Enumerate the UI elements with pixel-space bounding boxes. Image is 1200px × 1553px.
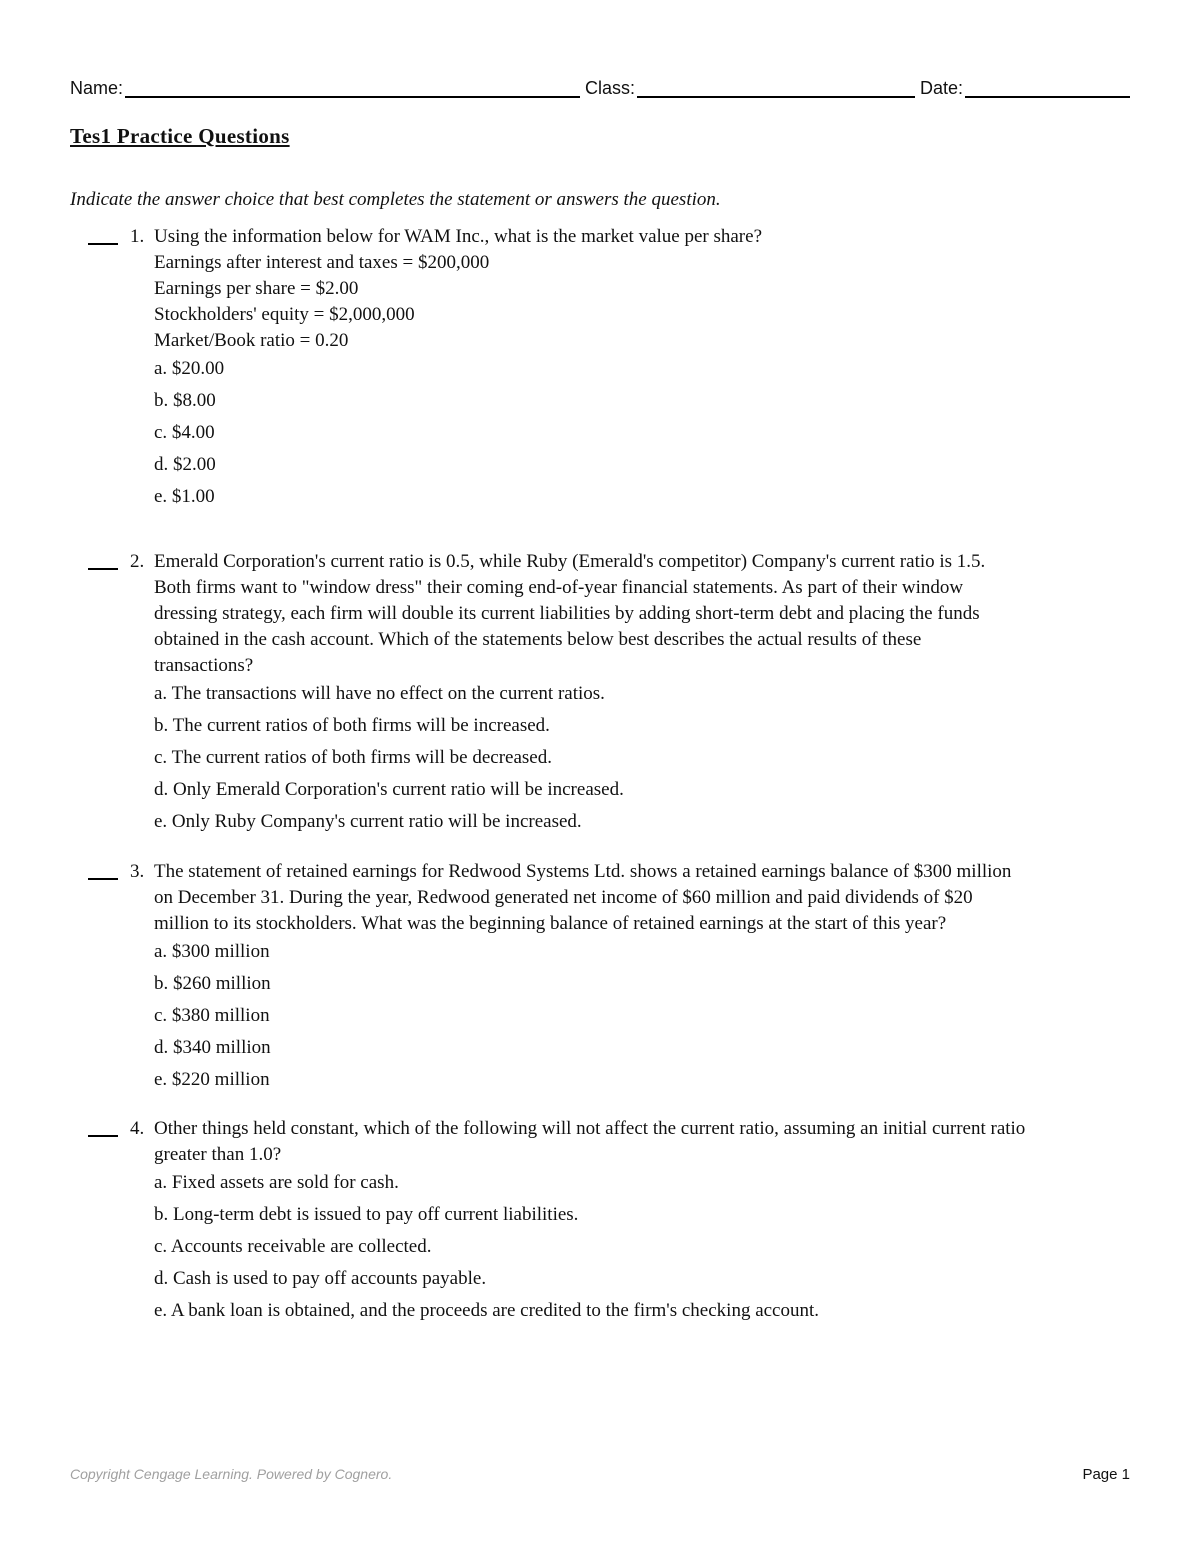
name-field[interactable] xyxy=(125,76,580,98)
answer-options xyxy=(154,681,1133,835)
answer-options xyxy=(154,1170,1133,1324)
option-c: c. $380 million xyxy=(154,1005,270,1026)
option-e: e. $1.00 xyxy=(154,486,215,507)
instructions: Indicate the answer choice that best completes the statement or answers the question. xyxy=(70,189,721,210)
question-number: 1. xyxy=(130,226,145,247)
option-e: e. $220 million xyxy=(154,1069,270,1090)
stem-line: Earnings after interest and taxes = $200,000 xyxy=(154,252,490,273)
option-a: a. The transactions will have no effect on the current ratios. xyxy=(154,683,605,704)
option-c: c. Accounts receivable are collected. xyxy=(154,1236,432,1257)
stem-line: Both firms want to "window dress" their coming end-of-year financial statements. As part of their window xyxy=(154,577,964,598)
stem-line: Emerald Corporation's current ratio is 0.5, while Ruby (Emerald's competitor) Company's current ratio is 1.5. xyxy=(154,551,986,572)
option-a: a. $300 million xyxy=(154,941,270,962)
question-2 xyxy=(88,549,1133,841)
student-info-header xyxy=(70,72,1130,98)
name-label: Name: xyxy=(70,78,124,98)
option-a: a. $20.00 xyxy=(154,358,225,379)
option-d: d. $2.00 xyxy=(154,454,216,475)
option-c: c. $4.00 xyxy=(154,422,215,443)
date-field[interactable] xyxy=(965,76,1130,98)
answer-blank[interactable] xyxy=(88,568,118,570)
question-stem xyxy=(154,224,1133,354)
question-stem xyxy=(154,549,1133,679)
stem-line: Other things held constant, which of the following will not affect the current ratio, assuming an initial current ratio xyxy=(154,1118,1026,1139)
class-label: Class: xyxy=(585,78,636,98)
stem-line: dressing strategy, each firm will double its current liabilities by adding short-term debt and placing the funds xyxy=(154,603,980,624)
option-b: b. The current ratios of both firms will be increased. xyxy=(154,715,550,736)
date-label: Date: xyxy=(920,78,964,98)
option-d: d. Only Emerald Corporation's current ratio will be increased. xyxy=(154,779,624,800)
option-d: d. $340 million xyxy=(154,1037,271,1058)
option-b: b. $8.00 xyxy=(154,390,216,411)
answer-options xyxy=(154,939,1133,1093)
stem-line: Using the information below for WAM Inc., what is the market value per share? xyxy=(154,226,762,247)
option-a: a. Fixed assets are sold for cash. xyxy=(154,1172,399,1193)
option-e: e. A bank loan is obtained, and the proceeds are credited to the firm's checking account. xyxy=(154,1300,820,1321)
question-number: 2. xyxy=(130,551,145,572)
answer-options xyxy=(154,356,1133,510)
option-b: b. Long-term debt is issued to pay off current liabilities. xyxy=(154,1204,579,1225)
stem-line: Earnings per share = $2.00 xyxy=(154,278,359,299)
question-number: 3. xyxy=(130,861,145,882)
answer-blank[interactable] xyxy=(88,878,118,880)
option-e: e. Only Ruby Company's current ratio will be increased. xyxy=(154,811,582,832)
page-title: Tes1 Practice Questions xyxy=(70,124,290,148)
question-stem xyxy=(154,1116,1133,1168)
question-number: 4. xyxy=(130,1118,145,1139)
stem-line: obtained in the cash account. Which of the statements below best describes the actual results of these xyxy=(154,629,922,650)
answer-blank[interactable] xyxy=(88,243,118,245)
stem-line: million to its stockholders. What was the beginning balance of retained earnings at the start of this year? xyxy=(154,913,947,934)
answer-blank[interactable] xyxy=(88,1135,118,1137)
stem-line: transactions? xyxy=(154,655,254,676)
option-b: b. $260 million xyxy=(154,973,271,994)
copyright-footer: Copyright Cengage Learning. Powered by Cognero. xyxy=(70,1466,393,1482)
stem-line: The statement of retained earnings for Redwood Systems Ltd. shows a retained earnings balance of $300 million xyxy=(154,861,1012,882)
question-1 xyxy=(88,224,1133,516)
question-4 xyxy=(88,1116,1133,1330)
stem-line: Stockholders' equity = $2,000,000 xyxy=(154,304,415,325)
page-number: Page 1 xyxy=(1082,1466,1130,1483)
question-stem xyxy=(154,859,1133,937)
class-field[interactable] xyxy=(637,76,915,98)
option-d: d. Cash is used to pay off accounts payable. xyxy=(154,1268,487,1289)
stem-line: Market/Book ratio = 0.20 xyxy=(154,330,349,351)
stem-line: on December 31. During the year, Redwood generated net income of $60 million and paid dividends of $20 xyxy=(154,887,973,908)
option-c: c. The current ratios of both firms will be decreased. xyxy=(154,747,552,768)
question-3 xyxy=(88,859,1133,1099)
stem-line: greater than 1.0? xyxy=(154,1144,282,1165)
